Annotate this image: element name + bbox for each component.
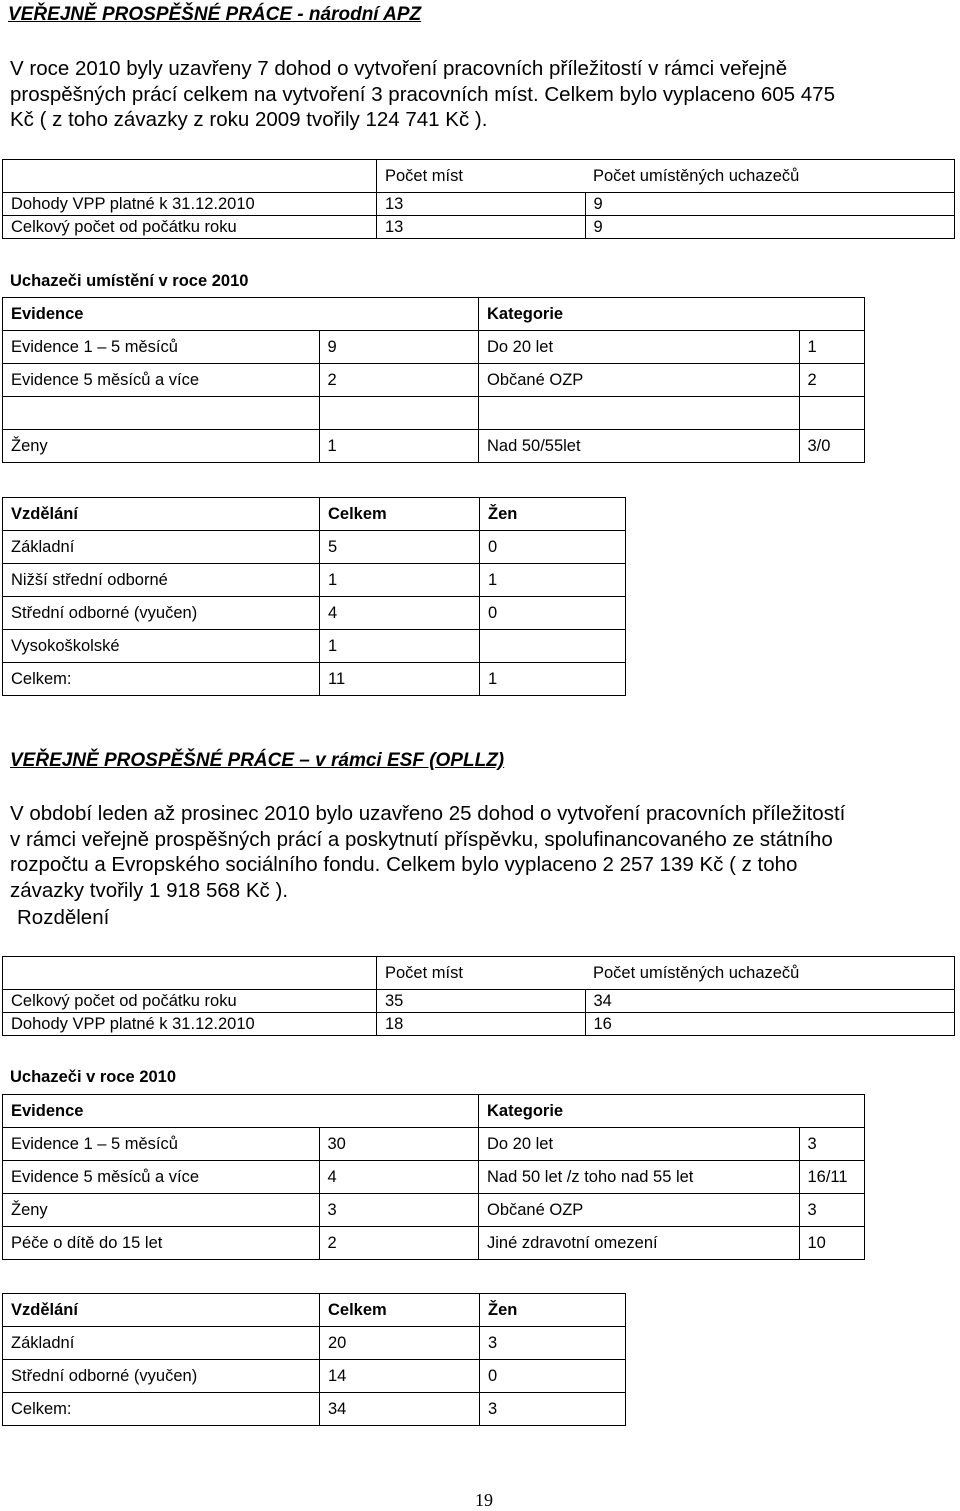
table-cell: Vzdělání	[3, 1294, 320, 1327]
table-row	[3, 1327, 626, 1360]
table-cell: Nižší střední odborné	[3, 564, 320, 597]
table-cell: 5	[320, 531, 480, 564]
table-cell	[3, 957, 377, 990]
table-cell: 1	[799, 331, 865, 364]
table-cell: 3/0	[799, 430, 865, 463]
table-cell: 3	[480, 1327, 626, 1360]
table-row	[3, 990, 955, 1013]
para-line: rozpočtu a Evropského sociálního fondu. Celkem bylo vyplaceno 2 257 139 Kč ( z toho	[10, 853, 798, 876]
table-header-row	[3, 498, 626, 531]
table-cell: Evidence	[3, 1095, 320, 1128]
table-cell: Občané OZP	[479, 1194, 800, 1227]
para-line: V roce 2010 byly uzavřeny 7 dohod o vytvoření pracovních příležitostí v rámci veřejně	[10, 57, 788, 80]
table-cell: 14	[320, 1360, 480, 1393]
table-cell	[319, 397, 479, 430]
table-cell: 16	[585, 1013, 955, 1036]
table-cell: Evidence 5 měsíců a více	[3, 364, 320, 397]
table-cell: Vzdělání	[3, 498, 320, 531]
table-cell: 9	[585, 216, 955, 239]
table-cell: 2	[319, 1227, 479, 1260]
table-cell	[480, 630, 626, 663]
table-cell	[3, 397, 320, 430]
table-cell	[799, 397, 865, 430]
table-cell: Evidence 5 měsíců a více	[3, 1161, 320, 1194]
section2-education-table	[2, 1293, 626, 1426]
table-cell: 10	[799, 1227, 865, 1260]
table-cell: 18	[377, 1013, 586, 1036]
table-cell: 0	[480, 597, 626, 630]
table-cell: 35	[377, 990, 586, 1013]
table-cell: 4	[319, 1161, 479, 1194]
table-cell: Péče o dítě do 15 let	[3, 1227, 320, 1260]
table-cell	[3, 160, 377, 193]
table-cell: Počet míst	[377, 957, 586, 990]
table-cell: Celkový počet od počátku roku	[3, 216, 377, 239]
table-cell: 3	[480, 1393, 626, 1426]
table-cell: 0	[480, 1360, 626, 1393]
table-cell: 13	[377, 193, 586, 216]
table-row	[3, 1013, 955, 1036]
table-row	[3, 630, 626, 663]
table-cell: Střední odborné (vyučen)	[3, 597, 320, 630]
table-row	[3, 1161, 865, 1194]
section1-education-table	[2, 497, 626, 696]
section2-places-table	[2, 956, 955, 1036]
para-line: v rámci veřejně prospěšných prácí a poskytnutí příspěvku, spolufinancovaného ze státního	[10, 827, 833, 851]
table-cell: Jiné zdravotní omezení	[479, 1227, 800, 1260]
para-line: závazky tvořily 1 918 568 Kč ).	[10, 878, 289, 902]
table-cell: 9	[585, 193, 955, 216]
table-row	[3, 1360, 626, 1393]
table-cell: 2	[799, 364, 865, 397]
table-cell: Evidence 1 – 5 měsíců	[3, 1128, 320, 1161]
table-header-row	[3, 1294, 626, 1327]
table-row	[3, 663, 626, 696]
table-cell: Celkový počet od počátku roku	[3, 990, 377, 1013]
table-cell: Do 20 let	[479, 1128, 800, 1161]
table-cell: 2	[319, 364, 479, 397]
table-cell: Celkem:	[3, 1393, 320, 1426]
page-number: 19	[475, 1490, 493, 1510]
table-cell: 13	[377, 216, 586, 239]
table-cell: 34	[585, 990, 955, 1013]
table-cell: Základní	[3, 531, 320, 564]
section2-heading: VEŘEJNĚ PROSPĚŠNÉ PRÁCE – v rámci ESF (OPLLZ)	[10, 750, 505, 771]
table-cell: Evidence	[3, 298, 320, 331]
table-header-row	[3, 1095, 865, 1128]
table-cell: Dohody VPP platné k 31.12.2010	[3, 1013, 377, 1036]
table-cell: 34	[320, 1393, 480, 1426]
table-cell: 1	[320, 630, 480, 663]
table-cell: Nad 50 let /z toho nad 55 let	[479, 1161, 800, 1194]
table-row	[3, 1227, 865, 1260]
table-row	[3, 1393, 626, 1426]
section1-paragraph	[10, 56, 955, 133]
section2-applicants-title: Uchazeči v roce 2010	[10, 1068, 177, 1086]
para-line: V období leden až prosinec 2010 bylo uzavřeno 25 dohod o vytvoření pracovních příležitostí	[10, 802, 846, 825]
table-cell	[479, 397, 800, 430]
section2-subtitle: Rozdělení	[17, 906, 110, 929]
table-cell: Kategorie	[479, 298, 800, 331]
table-cell: Celkem	[320, 1294, 480, 1327]
table-cell: 1	[320, 564, 480, 597]
table-cell: 16/11	[799, 1161, 865, 1194]
section2-paragraph	[10, 801, 955, 903]
table-cell	[799, 298, 865, 331]
table-cell: Nad 50/55let	[479, 430, 800, 463]
table-cell: 11	[320, 663, 480, 696]
table-cell: Do 20 let	[479, 331, 800, 364]
section2-evidence-table	[2, 1094, 865, 1260]
table-row	[3, 193, 955, 216]
table-row	[3, 531, 626, 564]
table-cell: 30	[319, 1128, 479, 1161]
table-cell: Ženy	[3, 430, 320, 463]
section1-heading: VEŘEJNĚ PROSPĚŠNÉ PRÁCE - národní APZ	[8, 4, 422, 25]
table-cell: Počet umístěných uchazečů	[585, 957, 955, 990]
table-row	[3, 564, 626, 597]
para-line: Kč ( z toho závazky z roku 2009 tvořily 124 741 Kč ).	[10, 108, 488, 131]
table-cell: Kategorie	[479, 1095, 800, 1128]
table-cell: 1	[480, 564, 626, 597]
table-cell: 3	[319, 1194, 479, 1227]
table-cell: Základní	[3, 1327, 320, 1360]
table-row	[3, 1194, 865, 1227]
table-cell: 1	[480, 663, 626, 696]
table-row	[3, 430, 865, 463]
table-row	[3, 216, 955, 239]
table-cell	[799, 1095, 865, 1128]
table-cell: 0	[480, 531, 626, 564]
table-cell: 4	[320, 597, 480, 630]
table-cell: 3	[799, 1128, 865, 1161]
section1-evidence-table	[2, 297, 865, 463]
table-header-row	[3, 957, 955, 990]
table-cell: Žen	[480, 498, 626, 531]
table-cell: 3	[799, 1194, 865, 1227]
table-cell: Dohody VPP platné k 31.12.2010	[3, 193, 377, 216]
table-cell: 9	[319, 331, 479, 364]
table-row	[3, 397, 865, 430]
section1-places-table	[2, 159, 955, 239]
table-cell: Žen	[480, 1294, 626, 1327]
table-cell: Celkem:	[3, 663, 320, 696]
table-cell: 1	[319, 430, 479, 463]
table-cell: Celkem	[320, 498, 480, 531]
table-row	[3, 364, 865, 397]
section1-applicants-title: Uchazeči umístění v roce 2010	[10, 272, 249, 290]
table-row	[3, 597, 626, 630]
table-row	[3, 1128, 865, 1161]
table-cell: Počet míst	[377, 160, 586, 193]
table-cell: Střední odborné (vyučen)	[3, 1360, 320, 1393]
table-cell: Vysokoškolské	[3, 630, 320, 663]
table-row	[3, 331, 865, 364]
table-cell: Ženy	[3, 1194, 320, 1227]
table-cell: 20	[320, 1327, 480, 1360]
table-header-row	[3, 160, 955, 193]
table-cell: Evidence 1 – 5 měsíců	[3, 331, 320, 364]
table-cell: Počet umístěných uchazečů	[585, 160, 955, 193]
para-line: prospěšných prácí celkem na vytvoření 3 pracovních míst. Celkem bylo vyplaceno 605 475	[10, 82, 835, 106]
table-header-row	[3, 298, 865, 331]
table-cell: Občané OZP	[479, 364, 800, 397]
table-cell	[319, 298, 479, 331]
table-cell	[319, 1095, 479, 1128]
